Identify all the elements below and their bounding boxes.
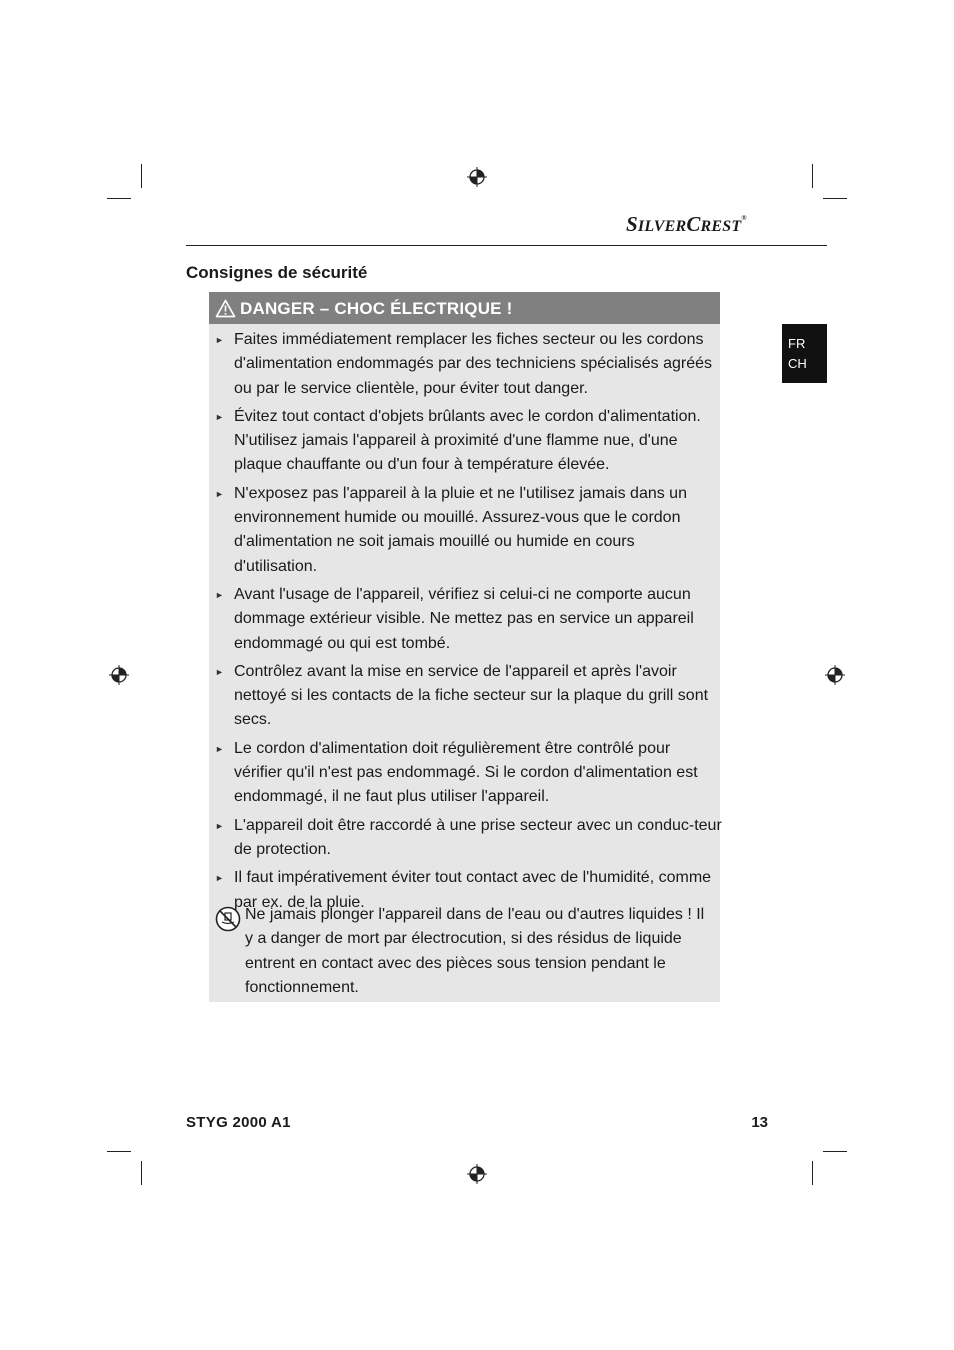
list-item-text: Il faut impérativement éviter tout contact avec de l'humidité, comme par ex. de la pluie.	[234, 869, 712, 911]
header-divider	[186, 245, 827, 246]
warning-triangle-icon	[215, 299, 236, 318]
list-item	[209, 737, 722, 810]
bullet-arrow-icon: ►	[215, 666, 224, 677]
bullet-arrow-icon: ►	[215, 335, 224, 345]
language-code: CH	[788, 356, 807, 371]
page-number: 13	[751, 1114, 768, 1131]
section-title: Consignes de sécurité	[186, 263, 368, 282]
crop-mark	[812, 1161, 813, 1185]
registration-mark-icon	[825, 665, 845, 685]
brand-part: REST	[700, 218, 742, 235]
list-item-text: L'appareil doit être raccordé à une prise secteur avec un conduc-teur de protection.	[234, 816, 722, 858]
brand-letter: C	[686, 212, 701, 236]
crop-mark	[823, 198, 847, 199]
list-item	[209, 814, 722, 863]
registration-mark-icon	[467, 1164, 487, 1184]
registered-mark: ®	[741, 214, 747, 222]
language-tab	[782, 324, 827, 383]
warning-header	[209, 292, 720, 324]
list-item	[209, 482, 722, 579]
bullet-arrow-icon: ►	[215, 743, 224, 754]
registration-mark-icon	[467, 167, 487, 187]
list-item	[209, 660, 722, 733]
list-item	[209, 405, 722, 478]
list-item-text: Faites immédiatement remplacer les fiches secteur ou les cordons d'alimentation endommagés par des techniciens spécialisés agréés ou par le service clientèle, pour éviter tout danger.	[234, 331, 712, 397]
crop-mark	[141, 1161, 142, 1185]
language-code: FR	[788, 336, 806, 351]
brand-part: ILVER	[637, 218, 687, 235]
crop-mark	[107, 1151, 131, 1152]
crop-mark	[823, 1151, 847, 1152]
brand-letter: S	[626, 212, 638, 236]
footer-model: STYG 2000 A1	[186, 1114, 291, 1131]
crop-mark	[107, 198, 131, 199]
bullet-arrow-icon: ►	[215, 820, 224, 831]
list-item-text: Évitez tout contact d'objets brûlants avec le cordon d'alimentation. N'utilisez jamais l'appareil à proximité d'une flamme nue, d'une plaque chauffante ou d'un four à température élevée.	[234, 407, 701, 474]
list-item-text: Le cordon d'alimentation doit régulièrement être contrôlé pour vérifier qu'il n'est pas endommagé. Si le cordon d'alimentation est endommagé, il ne faut plus utiliser l'appareil.	[234, 739, 698, 806]
warning-box	[209, 292, 720, 1002]
bullet-arrow-icon: ►	[215, 488, 224, 499]
crop-mark	[141, 164, 142, 188]
list-item	[209, 583, 722, 656]
bullet-arrow-icon: ►	[215, 589, 224, 600]
no-immersion-icon	[215, 906, 241, 932]
bullet-arrow-icon: ►	[215, 411, 224, 422]
note-text: Ne jamais plonger l'appareil dans de l'eau ou d'autres liquides ! Il y a danger de mort par électrocution, si des résidus de liquide entrent en contact avec des pièces sous tension pendant le fonctionnement.	[245, 906, 705, 996]
warning-title: DANGER – CHOC ÉLECTRIQUE !	[240, 299, 513, 318]
safety-list	[209, 328, 722, 919]
list-item-text: Avant l'usage de l'appareil, vérifiez si celui-ci ne comporte aucun dommage extérieur visible. Ne mettez pas en service un appareil endommagé ou qui est tombé.	[234, 585, 694, 652]
list-item-text: N'exposez pas l'appareil à la pluie et ne l'utilisez jamais dans un environnement humide ou mouillé. Assurez-vous que le cordon d'alimentation ne soit jamais mouillé ou humide en cours d'utilisation.	[234, 484, 687, 575]
registration-mark-icon	[109, 665, 129, 685]
bullet-arrow-icon: ►	[215, 873, 224, 884]
crop-mark	[812, 164, 813, 188]
brand-logo	[626, 212, 747, 237]
list-item-text: Contrôlez avant la mise en service de l'appareil et après l'avoir nettoyé si les contacts de la fiche secteur sur la plaque du grill sont secs.	[234, 662, 709, 729]
list-item	[209, 328, 722, 401]
